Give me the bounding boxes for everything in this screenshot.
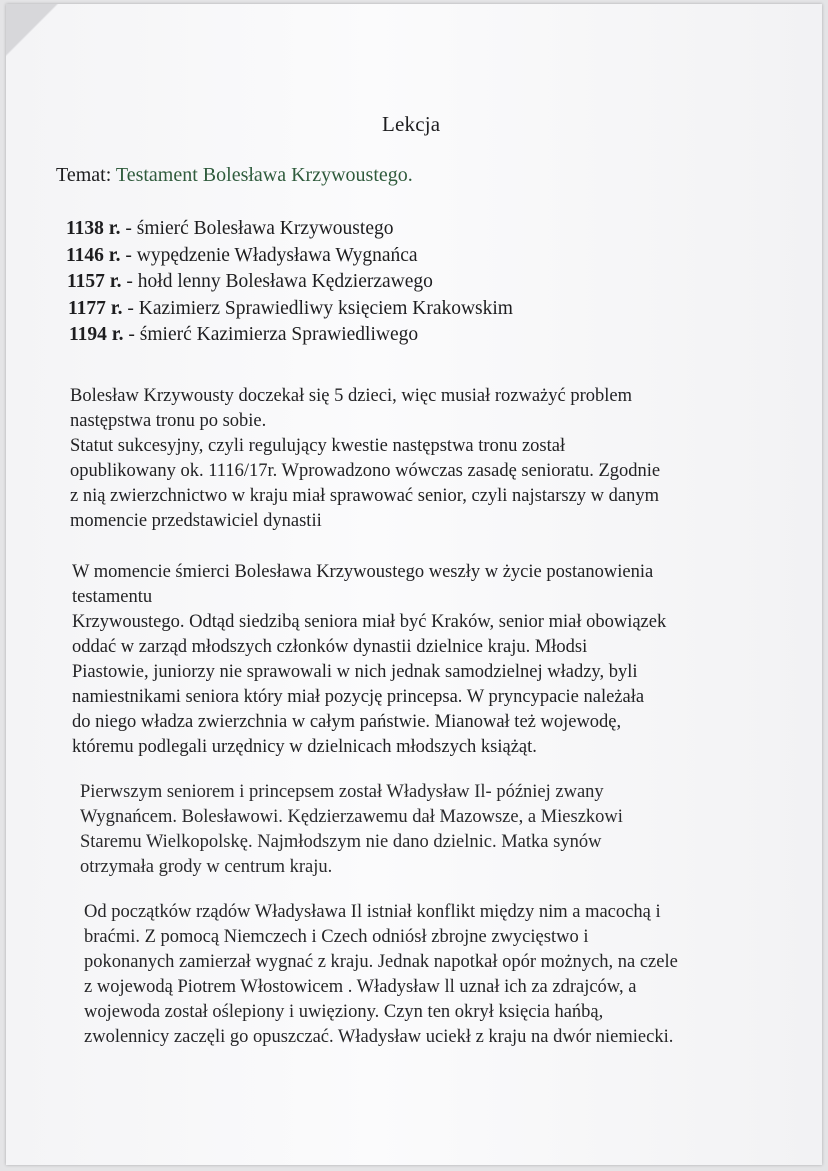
- text-line: do niego władza zwierzchnia w całym państwie. Mianował też wojewodę,: [72, 712, 622, 732]
- paragraph-conflict: [84, 900, 774, 1050]
- text-line: Bolesław Krzywousty doczekał się 5 dzieci, więc musiał rozważyć problem: [70, 386, 633, 406]
- timeline-year: 1157 r.: [67, 271, 122, 292]
- paragraph-testament: [72, 560, 762, 760]
- text-line: następstwa tronu po sobie.: [70, 411, 267, 431]
- timeline-year: 1138 r.: [66, 218, 121, 239]
- timeline-event: - śmierć Bolesława Krzywoustego: [120, 218, 394, 239]
- text-line: opublikowany ok. 1116/17r. Wprowadzono wówczas zasadę senioratu. Zgodnie: [70, 461, 661, 481]
- topic-label: Temat:: [56, 164, 112, 186]
- text-line: namiestnikami seniora który miał pozycję princepsa. W pryncypacie należała: [72, 687, 645, 707]
- timeline-event: - hołd lenny Bolesława Kędzierzawego: [121, 271, 433, 292]
- lesson-topic: [56, 164, 413, 187]
- text-line: Pierwszym seniorem i princepsem został Władysław Il- później zwany: [80, 782, 604, 802]
- text-line: oddać w zarząd młodszych członków dynastii dzielnice kraju. Młodsi: [72, 637, 588, 657]
- text-line: Statut sukcesyjny, czyli regulujący kwestie następstwa tronu został: [70, 436, 566, 456]
- timeline-item: [62, 296, 513, 323]
- timeline-item: [62, 243, 513, 270]
- timeline-event: - wypędzenie Władysława Wygnańca: [120, 244, 418, 266]
- text-line: pokonanych zamierzał wygnać z kraju. Jednak napotkał opór możnych, na czele: [84, 952, 678, 972]
- timeline-item: [62, 269, 513, 296]
- paragraph-first-senior: [80, 780, 770, 880]
- timeline-year: 1177 r.: [68, 297, 123, 319]
- text-line: otrzymała grody w centrum kraju.: [80, 857, 333, 877]
- timeline-item: [62, 322, 513, 349]
- paragraph-succession: [70, 384, 760, 534]
- topic-value: Testament Bolesława Krzywoustego.: [115, 164, 413, 186]
- text-line: testamentu: [72, 587, 153, 607]
- text-line: zwolennicy zaczęli go opuszczać. Władysław uciekł z kraju na dwór niemiecki.: [84, 1027, 674, 1047]
- text-line: któremu podlegali urzędnicy w dzielnicach młodszych książąt.: [72, 737, 537, 757]
- text-line: braćmi. Z pomocą Niemczech i Czech odniósł zbrojne zwycięstwo i: [84, 927, 589, 947]
- timeline-event: - śmierć Kazimierza Sprawiedliwego: [123, 324, 419, 345]
- text-line: wojewoda został oślepiony i uwięziony. Czyn ten okrył księcia hańbą,: [84, 1002, 604, 1022]
- paper-sheet: [6, 4, 822, 1165]
- timeline-year: 1194 r.: [69, 324, 124, 345]
- document-content: [6, 4, 822, 1165]
- timeline-list: [62, 216, 513, 349]
- text-line: z nią zwierzchnictwo w kraju miał sprawować senior, czyli najstarszy w danym: [70, 486, 659, 506]
- text-line: momencie przedstawiciel dynastii: [70, 511, 322, 531]
- text-line: W momencie śmierci Bolesława Krzywoustego weszły w życie postanowienia: [72, 562, 654, 582]
- text-line: Krzywoustego. Odtąd siedzibą seniora miał być Kraków, senior miał obowiązek: [72, 612, 667, 632]
- text-line: z wojewodą Piotrem Włostowicem . Władysław ll uznał ich za zdrajców, a: [84, 977, 637, 997]
- text-line: Piastowie, juniorzy nie sprawowali w nich jednak samodzielnej władzy, byli: [72, 662, 638, 682]
- timeline-year: 1146 r.: [66, 244, 121, 266]
- text-line: Staremu Wielkopolskę. Najmłodszym nie dano dzielnic. Matka synów: [80, 832, 602, 852]
- timeline-item: [62, 216, 513, 243]
- timeline-event: - Kazimierz Sprawiedliwy księciem Krakowskim: [122, 297, 513, 319]
- text-line: Od początków rządów Władysława Il istniał konflikt między nim a macochą i: [84, 902, 661, 922]
- page-title: Lekcja: [382, 112, 441, 136]
- text-line: Wygnańcem. Bolesławowi. Kędzierzawemu dał Mazowsze, a Mieszkowi: [80, 807, 623, 827]
